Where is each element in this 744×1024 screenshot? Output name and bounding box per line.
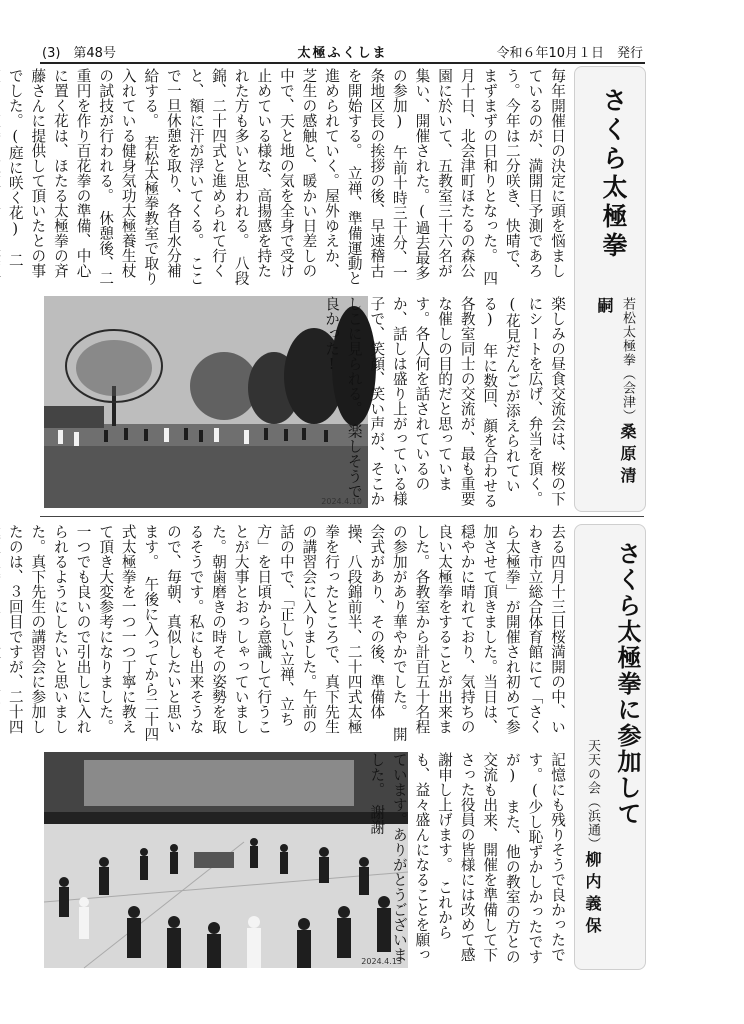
article1-author: 桑原清嗣 bbox=[595, 297, 637, 489]
article2-author: 柳内義保 bbox=[583, 851, 602, 939]
article1-body-mid: 楽しみの昼食交流会は、桜の下にシートを広げ、弁当を頂く。(花見だんごが添えられている) 年に数回、顔を合わせる各教室同士の交流が、最も重要な催しの目的だと思っています。各人何を話されているのか、話しは盛り上がっている様子で、笑顔、笑い声が、そこかしこに見られる。 楽しそうで良かった! bbox=[323, 296, 566, 509]
newsletter-title: 太極ふくしま bbox=[297, 46, 388, 61]
gymnasium-scene-image bbox=[44, 752, 408, 968]
article1-body-top: 毎年開催日の決定に頭を悩ましているのが、満開日予測であろう。今年は二分咲き、快晴で、まずまずの日和りとなった。 四月十日、北会津町ほたるの森公園に於いて、五教室三十六名が集い、開催された。(過去最多の参加) 午前十時三十分、一条地区長の挨拶の後、早速稽古を開始する。 立禅、準備運動と進められていく。屋外ゆえか、芝生の感触と、暖かい日差しの中で、天と地の気を全身で受け止めている様な、高揚感を持たれた方も多いと思われる。 八段錦、二十四式と進められて行くと、額に汗が浮いてくる。 ここで一旦休憩を取り、各自水分補給する。 若松太極拳教室で取り入れている健身気功太極養生杖の試技が行われる。 休憩後、二重円を作り百花拳の準備、中心に置く花は、ほたる太極拳の斉藤さんに提供して頂いたとの事でした。(庭に咲く花) 二 bbox=[6, 68, 566, 286]
article1-byline bbox=[593, 297, 639, 507]
issue-date: 令和６年10月１日 発行 bbox=[496, 46, 643, 61]
article2-byline bbox=[581, 739, 604, 959]
photo1-caption: 2024.4.10 bbox=[321, 497, 362, 506]
article2-title: さくら太極拳に参加して bbox=[613, 541, 642, 827]
article-divider bbox=[40, 516, 644, 517]
article2-byline-group: 天天の会（浜通） bbox=[585, 739, 600, 851]
page-number: (3) 第48号 bbox=[42, 46, 116, 61]
article1-title: さくら太極拳 bbox=[599, 87, 628, 261]
page-header bbox=[40, 40, 645, 64]
photo2-caption: 2024.4.13 bbox=[361, 957, 402, 966]
article1-byline-group: 若松太極拳（会津） bbox=[620, 297, 635, 423]
article2-title-box bbox=[574, 524, 646, 970]
article2-photo bbox=[44, 752, 408, 968]
article2-body-mid: 記憶にも残りそうで良かったです。(少し恥ずかしかったですが) また、他の教室の方との交流も出来、開催を準備して下さった役員の皆様には改めて感謝申し上げます。 これからも、益々盛んになることを願っています。ありがとうございました。 謝謝 bbox=[368, 752, 566, 965]
article1-title-box bbox=[574, 66, 646, 512]
article2-body-top: 去る四月十三日桜満開の中、いわき市立総合体育館にて「さくら太極拳」が開催され初めて参加させて頂きました。当日は、穏やかに晴れており、気持ちの良い太極拳をすることが出来ました。各教室から計百五十名程の参加があり華やかでした。 開会式があり、その後、準備体操、八段錦前半、二十四式太極拳を行ったところで、真下先生の講習会に入りました。午前の話の中で、「正しい立禅、立ち方」を日頃から意識して行うことが大事とおっしゃっていました。朝歯磨きの時その姿勢を取るそうです。私にも出来そうなので、毎朝、真似したいと思います。 午後に入ってから二十四式太極拳を一つ一つ丁寧に教えて頂き大変参考になりました。一つでも良いので引出しに入れられるようにしたいと思いました。真下先生の講習会に参加したのは、３回目ですが、二十四 bbox=[6, 524, 566, 742]
